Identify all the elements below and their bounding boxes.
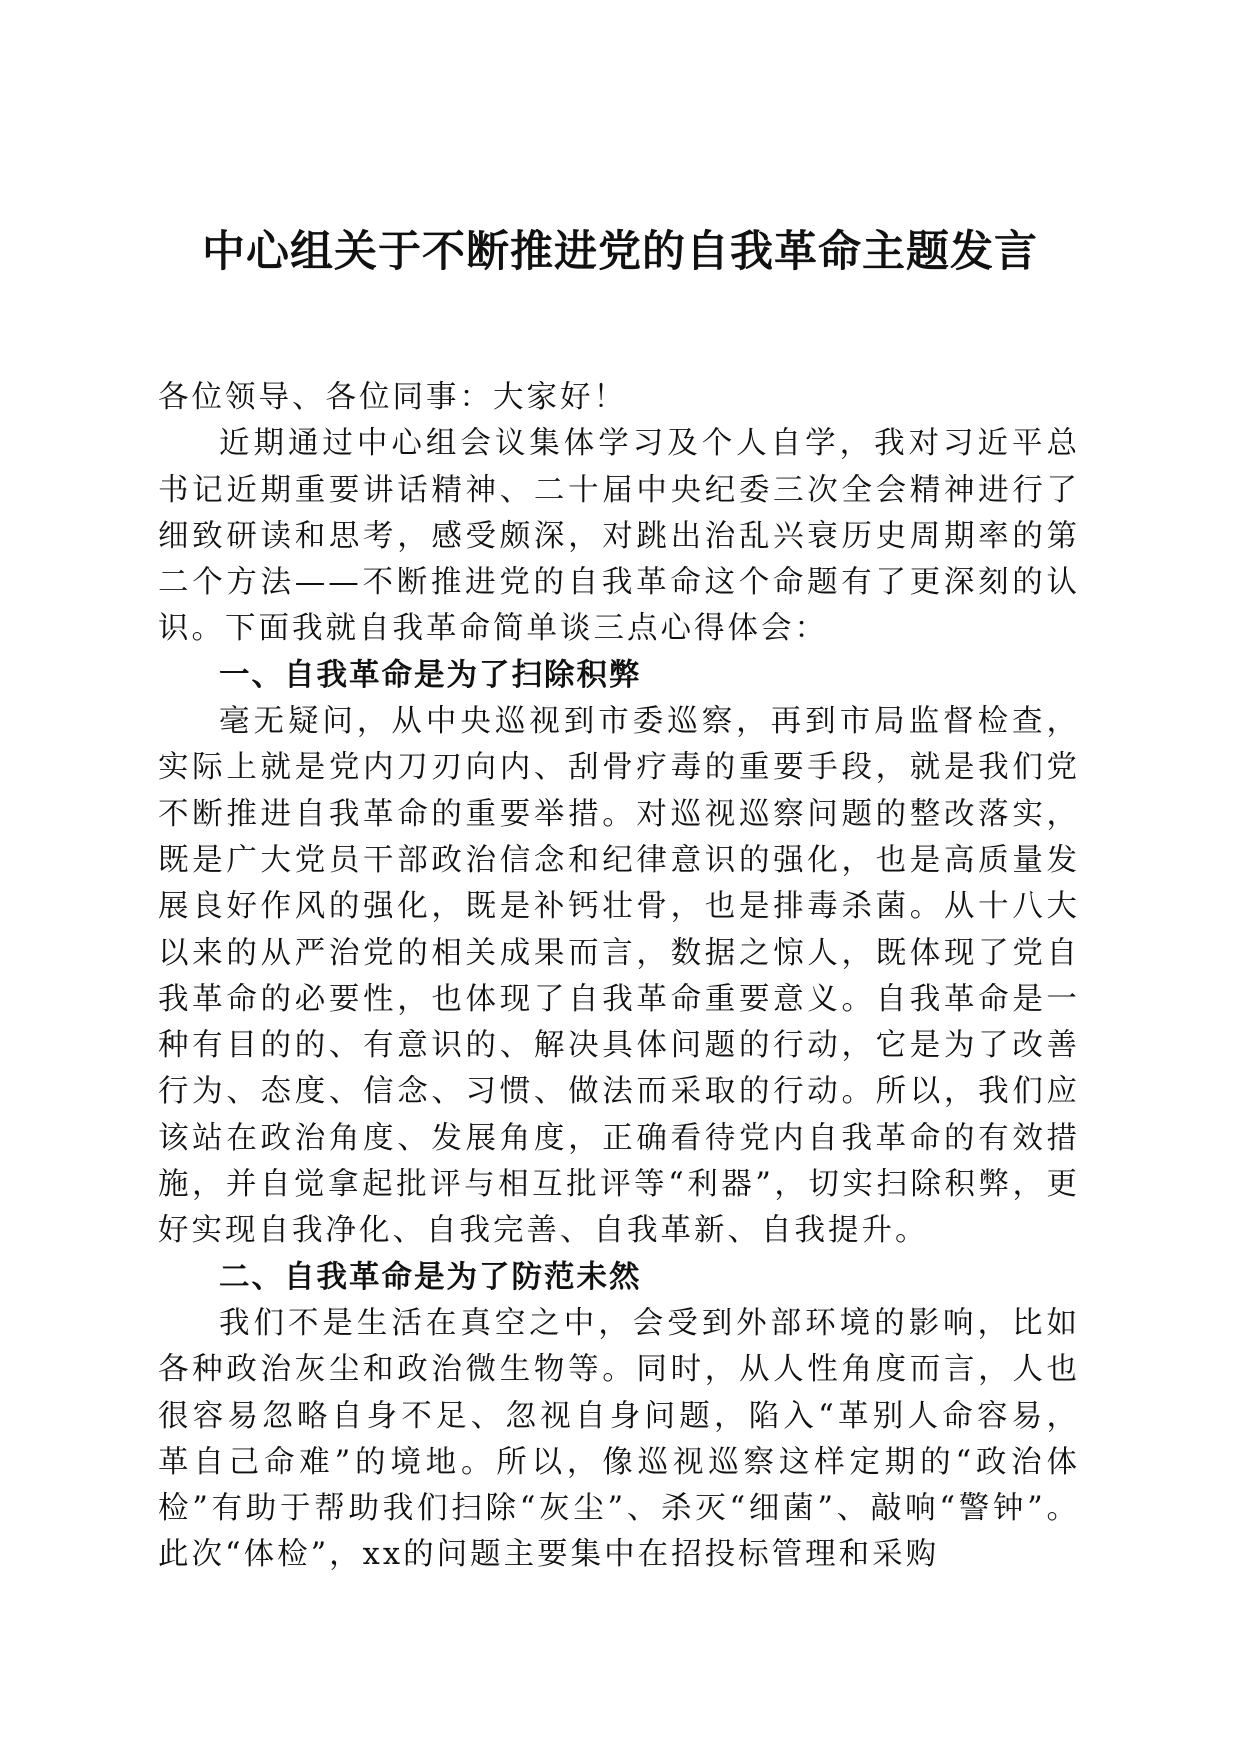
document-body: [158, 375, 1080, 1579]
salutation: 各位领导、各位同事：大家好！: [158, 380, 627, 415]
section-1-heading: 一、自我革命是为了扫除积弊: [219, 657, 642, 693]
intro-paragraph: 近期通过中心组会议集体学习及个人自学，我对习近平总书记近期重要讲话精神、二十届中央纪委三次全会精神进行了细致研读和思考，感受颇深，对跳出治乱兴衰历史周期率的第二个方法——不断推进党的自我革命这个命题有了更深刻的认识。下面我就自我革命简单谈三点心得体会：: [158, 426, 1080, 647]
section-2-paragraph: 我们不是生活在真空之中，会受到外部环境的影响，比如各种政治灰尘和政治微生物等。同时，从人性角度而言，人也很容易忽略自身不足、忽视自身问题，陷入“革别人命容易，革自己命难”的境地。所以，像巡视巡察这样定期的“政治体检”有助于帮助我们扫除“灰尘”、杀灭“细菌”、敲响“警钟”。此次“体检”，xx的问题主要集中在招投标管理和采购: [158, 1305, 1080, 1573]
section-1-paragraph: 毫无疑问，从中央巡视到市委巡察，再到市局监督检查，实际上就是党内刀刃向内、刮骨疗毒的重要手段，就是我们党不断推进自我革命的重要举措。对巡视巡察问题的整改落实，既是广大党员干部政治信念和纪律意识的强化，也是高质量发展良好作风的强化，既是补钙壮骨，也是排毒杀菌。从十八大以来的从严治党的相关成果而言，数据之惊人，既体现了党自我革命的必要性，也体现了自我革命重要意义。自我革命是一种有目的的、有意识的、解决具体问题的行动，它是为了改善行为、态度、信念、习惯、做法而采取的行动。所以，我们应该站在政治角度、发展角度，正确看待党内自我革命的有效措施，并自觉拿起批评与相互批评等“利器”，切实扫除积弊，更好实现自我净化、自我完善、自我革新、自我提升。: [158, 704, 1080, 1249]
section-2-heading: 二、自我革命是为了防范未然: [219, 1259, 642, 1295]
document-title: 中心组关于不断推进党的自我革命主题发言: [202, 227, 1038, 277]
